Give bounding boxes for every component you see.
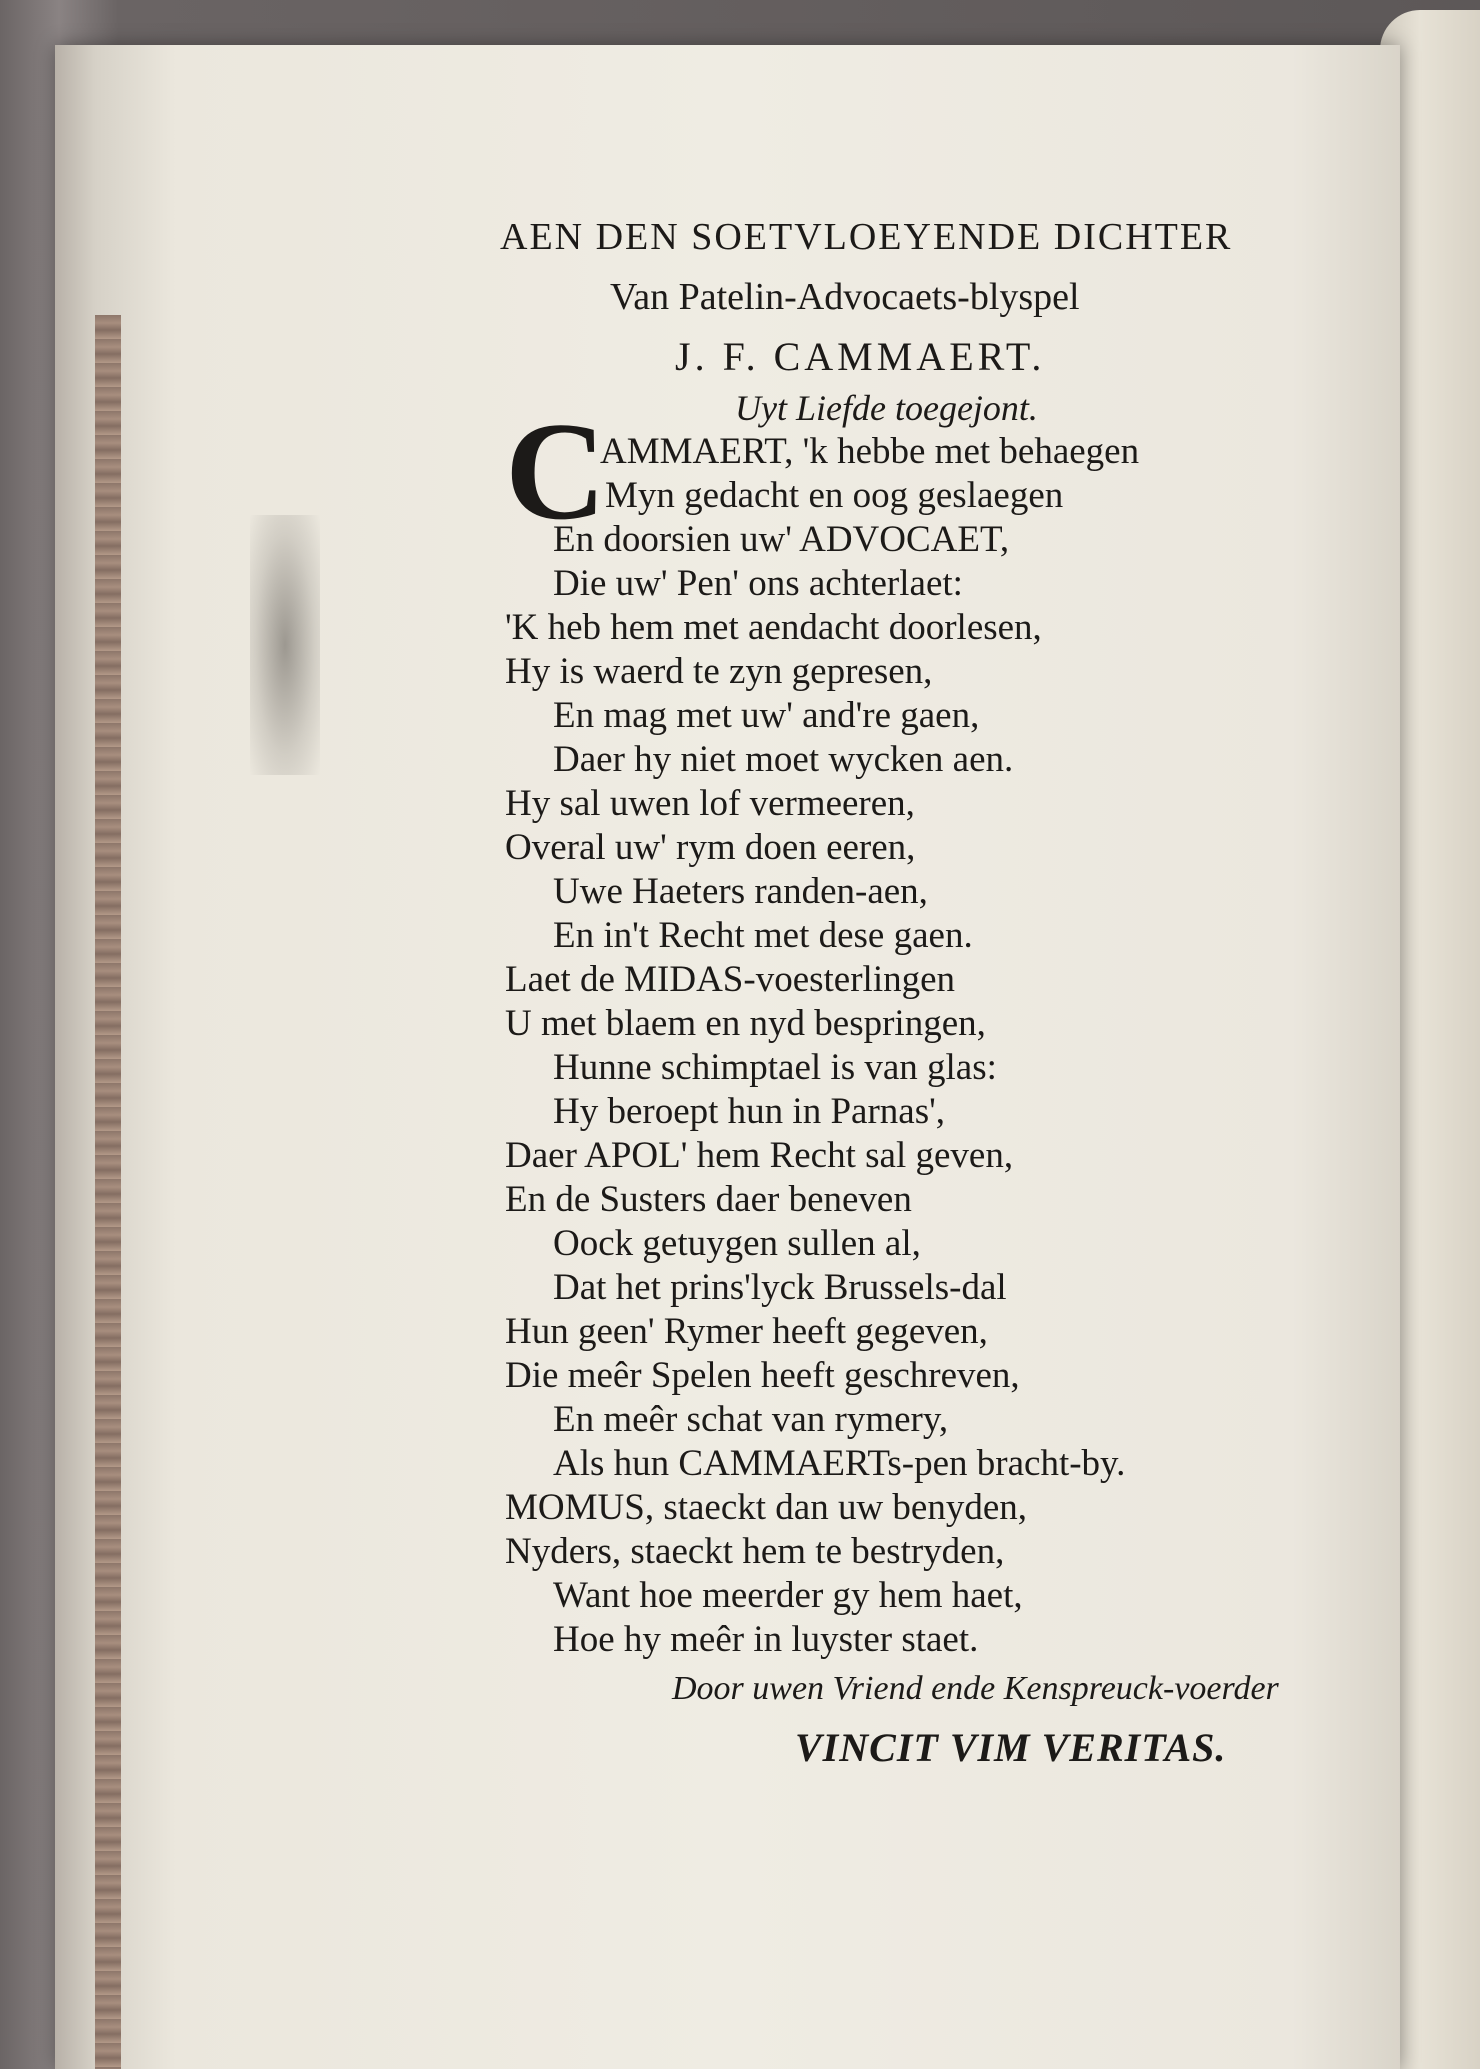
page-title: AEN DEN SOETVLOEYENDE DICHTER [500,216,1233,258]
poem-line: Hun geen' Rymer heeft gegeven, [505,1311,988,1352]
poem-line: Als hun CAMMAERTs-pen bracht-by. [553,1443,1126,1484]
poem-line: AMMAERT, 'k hebbe met behaegen [600,431,1140,472]
poem-line: Hy sal uwen lof vermeeren, [505,783,915,824]
poem-line: 'K heb hem met aendacht doorlesen, [505,607,1042,648]
poem-line: Nyders, staeckt hem te bestryden, [505,1531,1005,1572]
poem-line: Hy is waerd te zyn gepresen, [505,651,933,692]
signature-line: Door uwen Vriend ende Kenspreuck-voerder [672,1670,1279,1707]
poem-line: Die meêr Spelen heeft geschreven, [505,1355,1020,1396]
page-subtitle: Van Patelin-Advocaets-blyspel [610,276,1080,318]
poem-line: Uwe Haeters randen-aen, [553,871,928,912]
poem-line: Dat het prins'lyck Brussels-dal [553,1267,1007,1308]
author-name: J. F. CAMMAERT. [675,334,1046,379]
poem-line: Hunne schimptael is van glas: [553,1047,997,1088]
poem-line: Want hoe meerder gy hem haet, [553,1575,1023,1616]
poem-line: Laet de MIDAS-voesterlingen [505,959,956,1000]
poem-line: Daer APOL' hem Recht sal geven, [505,1135,1014,1176]
poem-line: Overal uw' rym doen eeren, [505,827,916,868]
drop-cap: C [505,394,607,549]
poem-line: Myn gedacht en oog geslaegen [605,475,1064,516]
poem-line: U met blaem en nyd bespringen, [505,1003,986,1044]
motto: VINCIT VIM VERITAS. [795,1725,1227,1770]
poem-line: En in't Recht met dese gaen. [553,915,973,956]
poem-line: En mag met uw' and're gaen, [553,695,980,736]
poem-line: Die uw' Pen' ons achterlaet: [553,563,963,604]
poem-line: En meêr schat van rymery, [553,1399,949,1440]
poem-line: Daer hy niet moet wycken aen. [553,739,1014,780]
poem-line: Oock getuygen sullen al, [553,1223,921,1264]
poem-line: MOMUS, staeckt dan uw benyden, [505,1487,1028,1528]
poem-line: En doorsien uw' ADVOCAET, [553,519,1010,560]
poem-line: Hy beroept hun in Parnas', [553,1091,946,1132]
poem-line: En de Susters daer beneven [505,1179,912,1220]
poem-line: Hoe hy meêr in luyster staet. [553,1619,979,1660]
dedication-line: Uyt Liefde toegejont. [735,388,1038,428]
